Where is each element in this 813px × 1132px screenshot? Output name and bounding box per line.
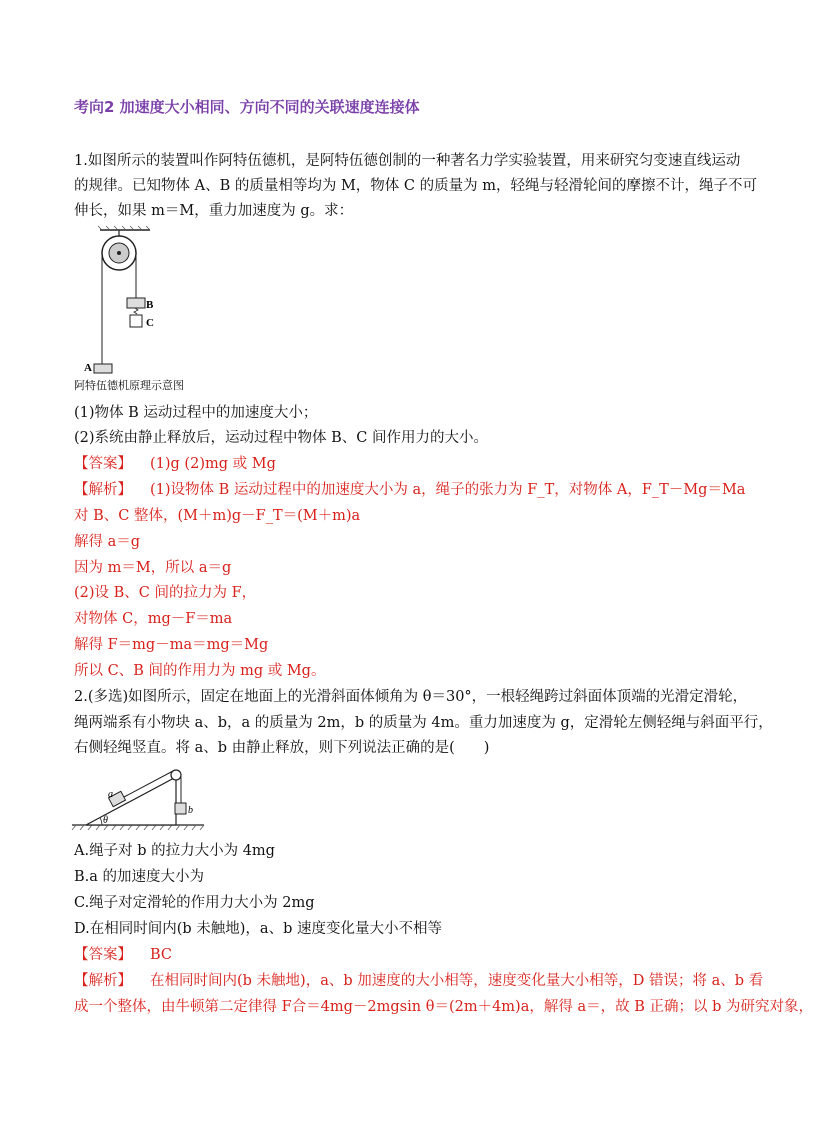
label-a-block: a xyxy=(108,789,113,800)
section-title: 考向2 加速度大小相同、方向不同的关联速度连接体 xyxy=(74,98,420,116)
q1-line-2: 的规律。已知物体 A、B 的质量相等均为 M，物体 C 的质量为 m，轻绳与轻滑轮间的摩擦不计，绳子不可 xyxy=(74,178,757,194)
q2-option-c: C.绳子对定滑轮的作用力大小为 2mg xyxy=(74,895,315,911)
q1-analysis-line-1: 对 B、C 整体，(M＋m)g－F_T＝(M＋m)a xyxy=(74,508,361,524)
answer-tag: 【答案】 xyxy=(74,456,132,472)
atwood-machine-figure xyxy=(84,226,200,381)
answer-text: (1)g (2)mg 或 Mg xyxy=(150,456,276,472)
label-a: A xyxy=(84,362,92,374)
q2-option-a: A.绳子对 b 的拉力大小为 4mg xyxy=(74,843,275,859)
label-b: B xyxy=(146,299,154,311)
q1-line-3: 伸长，如果 m＝M，重力加速度为 g。求： xyxy=(74,203,354,219)
analysis-text: 在相同时间内(b 未触地)，a、b 加速度的大小相等，速度变化量大小相等，D 错误；将 a、b 看 xyxy=(150,973,764,989)
q1-sub-2: (2)系统由静止释放后，运动过程中物体 B、C 间作用力的大小。 xyxy=(74,430,489,446)
label-c: C xyxy=(146,317,154,329)
q2-line-3: 右侧轻绳竖直。将 a、b 由静止释放，则下列说法正确的是( ) xyxy=(74,740,490,756)
q1-analysis-line-5: 对物体 C，mg－F＝ma xyxy=(74,611,233,627)
q2-option-b: B.a 的加速度大小为 xyxy=(74,869,205,885)
q2-analysis xyxy=(74,970,764,992)
q2-answer xyxy=(74,944,740,966)
q1-analysis-line-3: 因为 m＝M，所以 a＝g xyxy=(74,560,232,576)
q1-analysis-line-2: 解得 a＝g xyxy=(74,534,141,550)
answer-tag: 【答案】 xyxy=(74,947,132,963)
incline-figure xyxy=(72,763,212,843)
analysis-tag: 【解析】 xyxy=(74,973,132,989)
q2-line-1: 2.(多选)如图所示，固定在地面上的光滑斜面体倾角为 θ＝30°，一根轻绳跨过斜面体顶端的光滑定滑轮， xyxy=(74,689,748,705)
label-b-block: b xyxy=(188,805,193,816)
q1-analysis xyxy=(74,479,746,501)
answer-text: BC xyxy=(150,947,173,963)
q2-analysis-line-2: 成一个整体，由牛顿第二定律得 F合＝4mg－2mgsin θ＝(2m＋4m)a，解得 a＝，故 B 正确；以 b 为研究对象， xyxy=(74,999,813,1015)
q1-analysis-line-4: (2)设 B、C 间的拉力为 F， xyxy=(74,585,257,601)
analysis-tag: 【解析】 xyxy=(74,482,132,498)
q1-analysis-line-7: 所以 C、B 间的作用力为 mg 或 Mg。 xyxy=(74,663,326,679)
q1-analysis-line-6: 解得 F＝mg－ma＝mg＝Mg xyxy=(74,637,269,653)
figure-caption: 阿特伍德机原理示意图 xyxy=(74,379,184,392)
label-theta: θ xyxy=(103,815,108,826)
q1-line-1: 1.如图所示的装置叫作阿特伍德机，是阿特伍德创制的一种著名力学实验装置，用来研究匀变速直线运动 xyxy=(74,153,741,169)
q1-answer xyxy=(74,453,740,475)
q2-line-2: 绳两端系有小物块 a、b，a 的质量为 2m，b 的质量为 4m。重力加速度为 g，定滑轮左侧轻绳与斜面平行， xyxy=(74,715,773,731)
analysis-text: (1)设物体 B 运动过程中的加速度大小为 a，绳子的张力为 F_T，对物体 A，F_T－Mg＝Ma xyxy=(150,482,746,498)
q1-sub-1: (1)物体 B 运动过程中的加速度大小； xyxy=(74,405,318,421)
q2-option-d: D.在相同时间内(b 未触地)，a、b 速度变化量大小不相等 xyxy=(74,921,442,937)
